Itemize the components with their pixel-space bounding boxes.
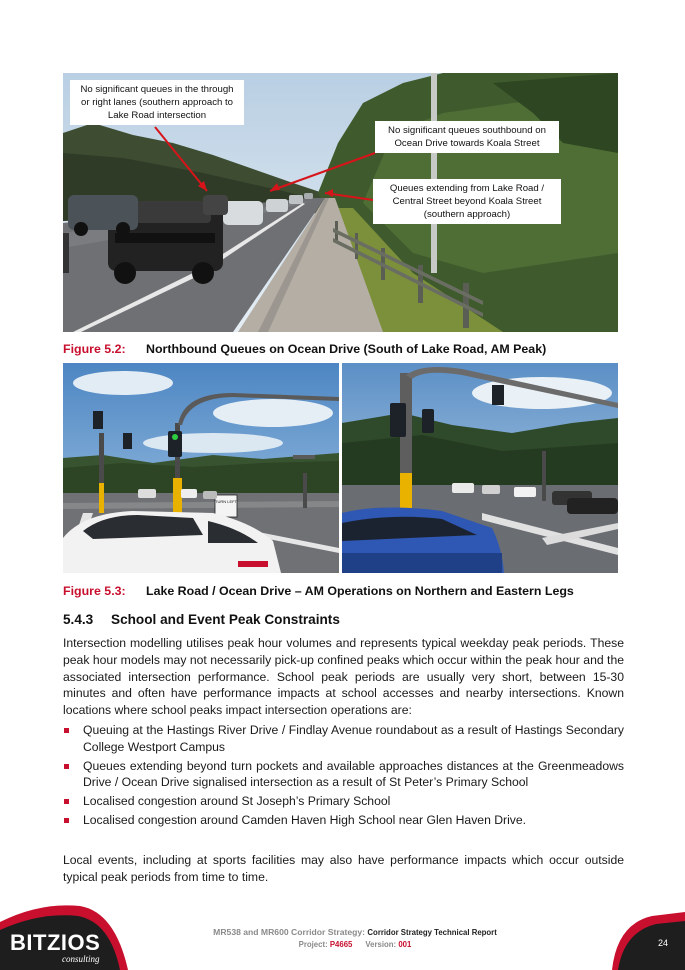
list-item-text: Localised congestion around Camden Haven High School near Glen Haven Drive. — [83, 812, 527, 827]
figure-5-3-title: Lake Road / Ocean Drive – AM Operations on Northern and Eastern Legs — [146, 584, 574, 598]
section-title: School and Event Peak Constraints — [111, 612, 340, 627]
section-intro-paragraph: Intersection modelling utilises peak hour volumes and represents typical weekday peak periods. These peak hour models may not necessarily pick-up confined peaks which occur within the peak hour and the associated intersection performance. School peak periods are usually very short, between 15-30 minutes and often have performance impacts at school accesses and nearby intersections. Known locations where school peaks impact intersection operations are: — [63, 636, 624, 718]
list-item — [63, 758, 624, 792]
section-heading — [63, 612, 340, 627]
list-item — [63, 812, 624, 829]
footer-document-title — [180, 927, 530, 937]
bullet-square-icon — [64, 799, 69, 804]
figure-5-2-number: Figure 5.2: — [63, 342, 126, 356]
footer-project-version — [180, 940, 530, 949]
logo-wordmark: BITZIOS — [10, 930, 101, 955]
figure-5-3-photo-right — [342, 363, 618, 573]
bullet-square-icon — [64, 728, 69, 733]
page-number: 24 — [658, 938, 669, 948]
figure-5-3-number: Figure 5.3: — [63, 584, 126, 598]
logo-subtitle: consulting — [62, 954, 100, 964]
footer-version-label: Version: — [365, 940, 397, 949]
callout-queues-extending: Queues extending from Lake Road / Central Street beyond Koala Street (southern approach) — [373, 179, 561, 224]
list-item — [63, 793, 624, 810]
footer-page-tab — [612, 912, 685, 970]
footer-project-label: Project: — [298, 940, 328, 949]
footer-version-value: 001 — [398, 940, 412, 949]
school-peak-locations-list — [63, 722, 624, 831]
figure-5-2-caption — [63, 342, 546, 356]
turn-left-sign-text: TURN LEFT — [215, 499, 237, 504]
list-item-text: Queues extending beyond turn pockets and available approaches distances at the Greenmeadows Drive / Ocean Drive signalised intersection as a result of St Peter’s Primary School — [83, 758, 624, 790]
list-item-text: Queuing at the Hastings River Drive / Findlay Avenue roundabout as a result of Hastings Secondary College Westport Campus — [83, 723, 624, 754]
figure-5-3-photo-left — [63, 363, 339, 573]
list-item-text: Localised congestion around St Joseph’s Primary School — [83, 794, 391, 809]
section-closing-paragraph: Local events, including at sports facilities may also have performance impacts which occur outside typical peak periods from time to time. — [63, 853, 624, 884]
figure-5-3-caption — [63, 584, 574, 598]
footer-doc-title: MR538 and MR600 Corridor Strategy: — [213, 927, 366, 937]
figure-5-2-title: Northbound Queues on Ocean Drive (South of Lake Road, AM Peak) — [146, 342, 547, 356]
list-item — [63, 722, 624, 756]
callout-no-queues-through-right: No significant queues in the through or right lanes (southern approach to Lake Road intersection — [70, 80, 244, 125]
footer-logo — [0, 902, 130, 970]
bullet-square-icon — [64, 818, 69, 823]
callout-no-queues-southbound: No significant queues southbound on Ocean Drive towards Koala Street — [375, 121, 559, 153]
footer-project-value: P4665 — [329, 940, 353, 949]
footer-doc-subtitle: Corridor Strategy Technical Report — [367, 928, 497, 937]
bullet-square-icon — [64, 764, 69, 769]
section-number: 5.4.3 — [63, 612, 94, 627]
